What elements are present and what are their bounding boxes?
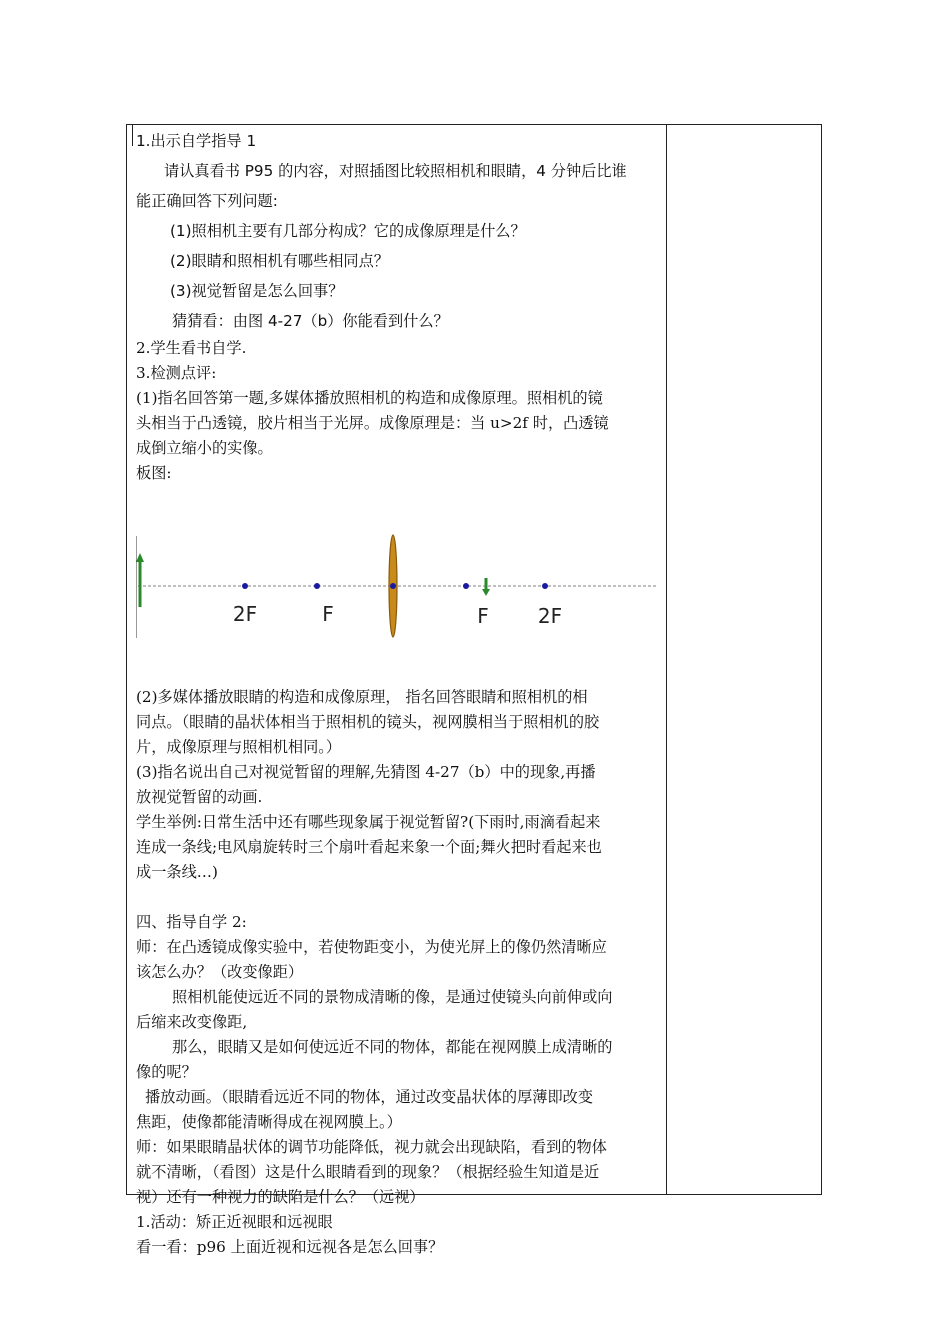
lesson-content	[136, 128, 662, 1260]
focus-point-f-left	[314, 583, 320, 589]
focus-point-f-right	[463, 583, 469, 589]
question-3: (3)视觉暂留是怎么回事？	[170, 282, 344, 300]
board-label: 板图:	[136, 464, 172, 482]
table-column-divider	[666, 124, 667, 1195]
teacher-defect-line-1: 师：如果眼睛晶状体的调节功能降低，视力就会出现缺陷，看到的物体	[136, 1138, 607, 1156]
answer-2-line-2: 同点。（眼睛的晶状体相当于照相机的镜头，视网膜相当于照相机的胶	[136, 713, 600, 731]
animation-line-1: 播放动画。（眼睛看远近不同的物体，通过改变晶状体的厚薄即改变	[145, 1088, 594, 1106]
animation-line-2: 焦距，使像都能清晰得成在视网膜上。）	[136, 1113, 402, 1131]
answer-1-line-3: 成倒立缩小的实像。	[136, 439, 273, 457]
self-study-intro: 请认真看书 P95 的内容，对照插图比较照相机和眼睛，4 分钟后比谁	[164, 162, 627, 180]
focus-point-2f-left	[242, 583, 248, 589]
teacher-question-line-2: 该怎么办？（改变像距）	[136, 963, 304, 981]
object-arrowhead	[136, 553, 144, 562]
answer-3-line-1: (3)指名说出自己对视觉暂留的理解,先猜图 4-27（b）中的现象,再播	[136, 763, 596, 781]
step-2: 2.学生看书自学.	[136, 339, 247, 357]
camera-explanation-line-2: 后缩来改变像距,	[136, 1013, 248, 1031]
section-4-heading: 四、指导自学 2:	[136, 913, 247, 931]
teacher-defect-line-3: 视）还有一种视力的缺陷是什么？（远视）	[136, 1188, 425, 1206]
lens-imaging-diagram	[136, 490, 662, 640]
camera-explanation-line-1: 照相机能使远近不同的景物成清晰的像，是通过使镜头向前伸或向	[172, 988, 613, 1006]
answer-1-line-1: (1)指名回答第一题,多媒体播放照相机的构造和成像原理。照相机的镜	[136, 389, 603, 407]
question-2: (2)眼睛和照相机有哪些相同点？	[170, 252, 389, 270]
self-study-heading: 1.出示自学指导 1	[136, 132, 257, 150]
question-1: (1)照相机主要有几部分构成？它的成像原理是什么？	[170, 222, 526, 240]
focus-point-2f-right	[542, 583, 548, 589]
eye-question-line-1: 那么，眼睛又是如何使远近不同的物体，都能在视网膜上成清晰的	[172, 1038, 613, 1056]
teacher-question-line-1: 师：在凸透镜成像实验中，若使物距变小，为使光屏上的像仍然清晰应	[136, 938, 607, 956]
answer-3-line-2: 放视觉暂留的动画.	[136, 788, 263, 806]
answer-1-line-2: 头相当于凸透镜，胶片相当于光屏。成像原理是：当 u>2f 时，凸透镜	[136, 414, 609, 432]
step-3: 3.检测点评:	[136, 364, 217, 382]
label-f-left: F	[322, 602, 334, 626]
examples-line-1: 学生举例:日常生活中还有哪些现象属于视觉暂留?(下雨时,雨滴看起来	[136, 813, 601, 831]
eye-question-line-2: 像的呢？	[136, 1063, 197, 1081]
examples-line-3: 成一条线…)	[136, 863, 218, 881]
activity-line: 1.活动：矫正近视眼和远视眼	[136, 1213, 333, 1231]
examples-line-2: 连成一条线;电风扇旋转时三个扇叶看起来象一个面;舞火把时看起来也	[136, 838, 602, 856]
answer-2-line-3: 片，成像原理与照相机相同。）	[136, 738, 342, 756]
image-arrowhead	[482, 589, 490, 596]
teacher-defect-line-2: 就不清晰，（看图）这是什么眼睛看到的现象？（根据经验生知道是近	[136, 1163, 600, 1181]
answer-2-line-1: (2)多媒体播放眼睛的构造和成像原理， 指名回答眼睛和照相机的相	[136, 688, 588, 706]
self-study-intro-cont: 能正确回答下列问题:	[136, 192, 278, 210]
optical-center	[390, 583, 396, 589]
lens-diagram-svg	[136, 490, 662, 640]
label-2f-right: 2F	[537, 604, 563, 628]
look-line: 看一看：p96 上面近视和远视各是怎么回事？	[136, 1238, 444, 1256]
table-corner-mark	[132, 124, 133, 146]
label-f-right: F	[477, 604, 489, 628]
label-2f-left: 2F	[232, 602, 258, 626]
guess-prompt: 猜猜看：由图 4-27（b）你能看到什么？	[172, 312, 449, 330]
